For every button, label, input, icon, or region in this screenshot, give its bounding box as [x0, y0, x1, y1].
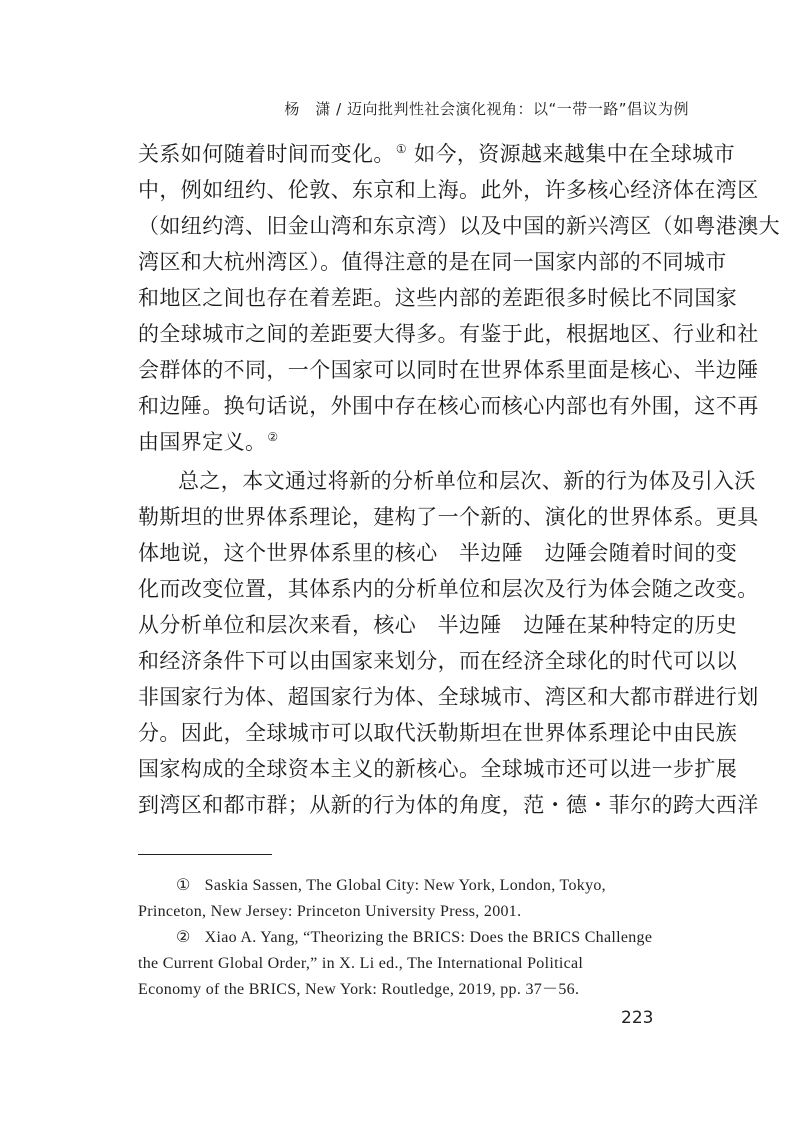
body-line: 和经济条件下可以由国家来划分，而在经济全球化的时代可以以: [138, 649, 738, 673]
body-line: 勒斯坦的世界体系理论，建构了一个新的、演化的世界体系。更具: [138, 505, 759, 529]
body-line: 的全球城市之间的差距要大得多。有鉴于此，根据地区、行业和社: [138, 322, 759, 346]
footnote-number: ②: [176, 929, 191, 946]
running-header: 杨 潇 / 迈向批判性社会演化视角：以“一带一路”倡议为例: [284, 100, 689, 118]
footnotes: [138, 873, 718, 1003]
body-line: 体地说，这个世界体系里的核心 半边陲 边陲会随着时间的变: [138, 541, 738, 565]
footnote-line: ① Saskia Sassen, The Global City: New York, London, Tokyo,: [176, 877, 606, 894]
body-line: 和地区之间也存在着差距。这些内部的差距很多时候比不同国家: [138, 286, 738, 310]
body-line: 会群体的不同，一个国家可以同时在世界体系里面是核心、半边陲: [138, 358, 759, 382]
body-line: 化而改变位置，其体系内的分析单位和层次及行为体会随之改变。: [138, 577, 759, 601]
body-text: [138, 136, 780, 823]
body-line: 湾区和大杭州湾区）。值得注意的是在同一国家内部的不同城市: [138, 250, 727, 274]
body-line: 总之，本文通过将新的分析单位和层次、新的行为体及引入沃: [178, 469, 756, 493]
body-line: 从分析单位和层次来看，核心 半边陲 边陲在某种特定的历史: [138, 613, 738, 637]
footnote-ref[interactable]: ②: [267, 430, 279, 444]
footnote-line: Princeton, New Jersey: Princeton University Press, 2001.: [138, 903, 522, 920]
body-line: 到湾区和都市群；从新的行为体的角度，范・德・菲尔的跨大西洋: [138, 793, 759, 817]
footnote-line: ② Xiao A. Yang, “Theorizing the BRICS: Does the BRICS Challenge: [176, 929, 653, 946]
footnote-number: ①: [176, 877, 191, 894]
page-number: 223: [621, 1008, 654, 1028]
footnote-ref[interactable]: ①: [395, 142, 407, 156]
footnote-line: the Current Global Order,” in X. Li ed., The International Political: [138, 955, 584, 972]
body-line: 中，例如纽约、伦敦、东京和上海。此外，许多核心经济体在湾区: [138, 178, 759, 202]
body-line: 由国界定义。②: [138, 430, 279, 454]
footnote-divider: [138, 854, 272, 855]
body-line: （如纽约湾、旧金山湾和东京湾）以及中国的新兴湾区（如粤港澳大: [138, 214, 780, 238]
body-line: 非国家行为体、超国家行为体、全球城市、湾区和大都市群进行划: [138, 685, 759, 709]
footnote-line: Economy of the BRICS, New York: Routledge, 2019, pp. 37－56.: [138, 981, 580, 998]
body-line: 分。因此，全球城市可以取代沃勒斯坦在世界体系理论中由民族: [138, 721, 738, 745]
body-line: 国家构成的全球资本主义的新核心。全球城市还可以进一步扩展: [138, 757, 738, 781]
body-line: 关系如何随着时间而变化。① 如今，资源越来越集中在全球城市: [138, 142, 736, 166]
body-line: 和边陲。换句话说，外围中存在核心而核心内部也有外围，这不再: [138, 394, 759, 418]
